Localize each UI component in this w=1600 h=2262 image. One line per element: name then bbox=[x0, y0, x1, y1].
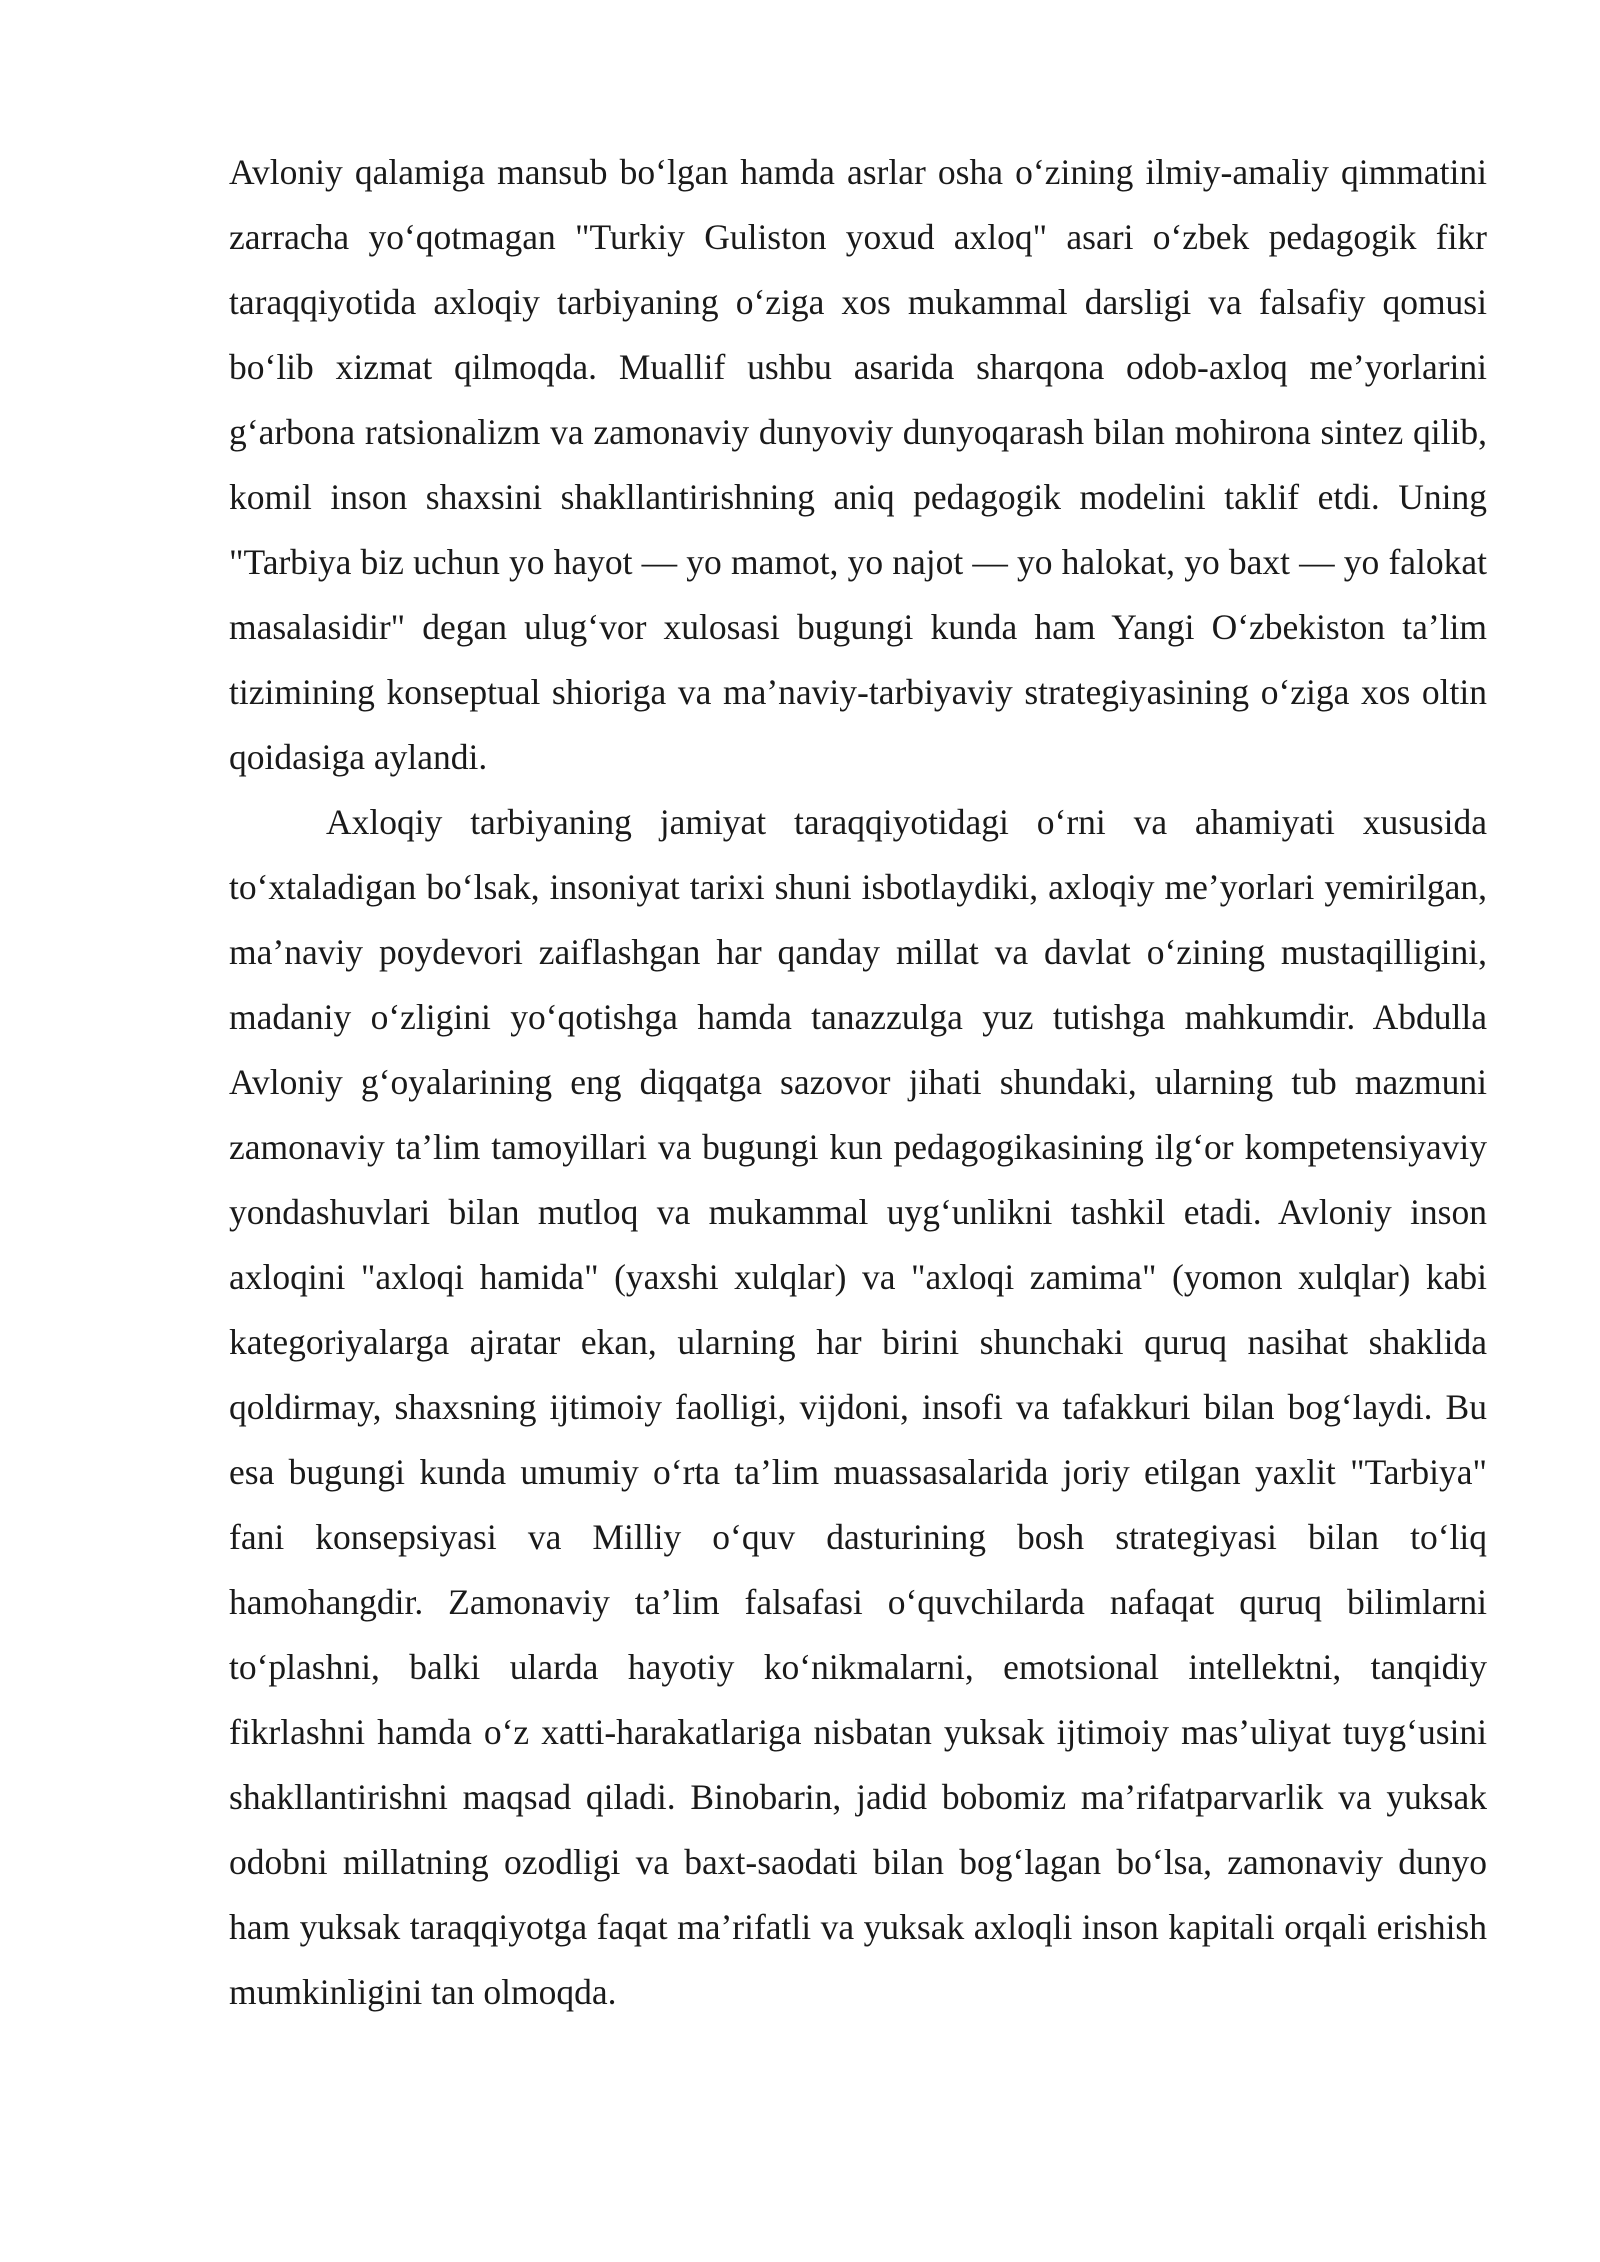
paragraph-1: Avloniy qalamiga mansub bo‘lgan hamda asrlar osha o‘zining ilmiy-amaliy qimmatini zarracha yo‘qotmagan "Turkiy Guliston yoxud axloq" asari o‘zbek pedagogik fikr taraqqiyotida axloqiy tarbiyaning o‘ziga xos mukammal darsligi va falsafiy qomusi bo‘lib xizmat qilmoqda. Muallif ushbu asarida sharqona odob-axloq me’yorlarini g‘arbona ratsionalizm va zamonaviy dunyoviy dunyoqarash bilan mohirona sintez qilib, komil inson shaxsini shakllantirishning aniq pedagogik modelini taklif etdi. Uning "Tarbiya biz uchun yo hayot — yo mamot, yo najot — yo halokat, yo baxt — yo falokat masalasidir" degan ulug‘vor xulosasi bugungi kunda ham Yangi O‘zbekiston ta’lim tizimining konseptual shioriga va ma’naviy-tarbiyaviy strategiyasining o‘ziga xos oltin qoidasiga aylandi. bbox=[229, 152, 1487, 777]
document-page bbox=[229, 140, 1487, 2025]
paragraph-2: Axloqiy tarbiyaning jamiyat taraqqiyotidagi o‘rni va ahamiyati xususida to‘xtaladigan bo‘lsak, insoniyat tarixi shuni isbotlaydiki, axloqiy me’yorlari yemirilgan, ma’naviy poydevori zaiflashgan har qanday millat va davlat o‘zining mustaqilligini, madaniy o‘zligini yo‘qotishga hamda tanazzulga yuz tutishga mahkumdir. Abdulla Avloniy g‘oyalarining eng diqqatga sazovor jihati shundaki, ularning tub mazmuni zamonaviy ta’lim tamoyillari va bugungi kun pedagogikasining ilg‘or kompetensiyaviy yondashuvlari bilan mutloq va mukammal uyg‘unlikni tashkil etadi. Avloniy inson axloqini "axloqi hamida" (yaxshi xulqlar) va "axloqi zamima" (yomon xulqlar) kabi kategoriyalarga ajratar ekan, ularning har birini shunchaki quruq nasihat shaklida qoldirmay, shaxsning ijtimoiy faolligi, vijdoni, insofi va tafakkuri bilan bog‘laydi. Bu esa bugungi kunda umumiy o‘rta ta’lim muassasalarida joriy etilgan yaxlit "Tarbiya" fani konsepsiyasi va Milliy o‘quv dasturining bosh strategiyasi bilan to‘liq hamohangdir. Zamonaviy ta’lim falsafasi o‘quvchilarda nafaqat quruq bilimlarni to‘plashni, balki ularda hayotiy ko‘nikmalarni, emotsional intellektni, tanqidiy fikrlashni hamda o‘z xatti-harakatlariga nisbatan yuksak ijtimoiy mas’uliyat tuyg‘usini shakllantirishni maqsad qiladi. Binobarin, jadid bobomiz ma’rifatparvarlik va yuksak odobni millatning ozodligi va baxt-saodati bilan bog‘lagan bo‘lsa, zamonaviy dunyo ham yuksak taraqqiyotga faqat ma’rifatli va yuksak axloqli inson kapitali orqali erishish mumkinligini tan olmoqda. bbox=[229, 802, 1487, 2012]
